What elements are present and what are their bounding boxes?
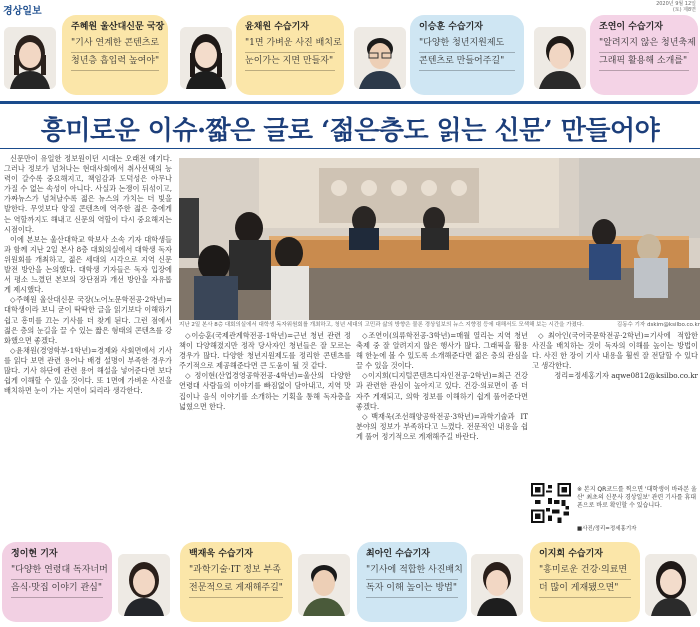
reporter-quote	[245, 35, 342, 71]
quote-line: 독자 이해 높이는 방법"	[366, 580, 458, 598]
quote-line: "기사에 적합한 사진배치	[366, 562, 458, 580]
article-paragraph: ◇이지희(디지털콘텐츠디자인전공·2학년)=최근 건강과 관련한 관심이 높아지고 있다. 건강·의료면이 좀 더 자주 게재되고, 의학 정보를 이해하기 쉽게 풀어준다면 좋겠다.	[356, 371, 528, 411]
photo-caption	[179, 321, 700, 329]
reporter-photo	[471, 554, 523, 616]
reporter-card	[0, 13, 170, 97]
reporter-name: 주혜원 울산대신문 국장	[71, 22, 165, 32]
reporter-photo	[4, 27, 56, 89]
quote-line: "다양한 청년지원제도	[419, 35, 515, 53]
reporter-photo	[298, 554, 350, 616]
quote-line: "기사 연계한 콘텐츠로	[71, 35, 159, 53]
caption-text: 지난 2일 본사 8층 대회의실에서 대학생 독자위원회를 개최하고, 청년 세대의 고민과 삶의 방향은 물론 경상일보의 뉴스 지향점 등에 대해서도 모색해 보는 시간을 가졌다.	[179, 322, 584, 328]
qr-code-icon[interactable]	[531, 483, 571, 523]
article-paragraph: ◇주혜원 울산대신문 국장(노어노문학전공·2학년)=대학생이라 보니 굳이 딱딱한 글을 읽기보다 이해하기 쉽고 흥미를 끄는 기사를 더 찾게 된다. 그런 점에서 젊은 층의 눈길을 끌 수 있는 짧은 형태의 콘텐츠를 강화했으면 좋겠다.	[4, 295, 172, 345]
quote-line: 전문적으로 게재해주길"	[189, 580, 283, 598]
reporter-photo	[180, 27, 232, 89]
quote-line: "흥미로운 건강·의료면	[539, 562, 631, 580]
reporter-card	[350, 13, 525, 97]
article-paragraph: ◇조연이(의류학전공·3학년)=매월 열리는 지역 청년축제 중 잘 알려지지 않은 행사가 많다. 그래픽을 활용해 한눈에 볼 수 있도록 소개해준다면 젊은 층의 관심을 끌 수 있을 것이다.	[356, 331, 528, 371]
page-headline: 흥미로운 이슈·짧은 글로 ‘젊은층도 읽는 신문’ 만들어야	[40, 116, 660, 146]
reporter-quote	[189, 562, 283, 598]
reporter-quote	[419, 35, 515, 71]
article-paragraph: ◇백재욱(조선해양공학전공·3학년)=과학기술과 IT 분야의 정보가 부족하다고 느꼈다. 전문적인 내용을 쉽게 풀어 정기적으로 게재해주길 바란다.	[356, 411, 528, 441]
quote-bubble	[2, 542, 112, 622]
dateline-page: (토) 제8면	[672, 7, 696, 13]
quote-line: 눈이가는 지면 만들자"	[245, 53, 335, 71]
reporter-card	[528, 540, 700, 624]
quote-line: 음식·맛집 이야기 관심"	[11, 580, 103, 598]
reporter-quote	[599, 35, 696, 71]
reporter-name: 정이현 기자	[11, 549, 58, 559]
reporter-photo	[354, 27, 406, 89]
quote-bubble	[357, 542, 467, 622]
reporter-name: 백재욱 수습기자	[189, 549, 253, 559]
quote-line: 더 많이 게재됐으면"	[539, 580, 631, 598]
meeting-photo	[179, 158, 700, 320]
quote-bubble	[180, 542, 292, 622]
quote-bubble	[62, 15, 168, 95]
quote-line: 그래픽 활용해 소개를"	[599, 53, 689, 71]
reporter-quote	[71, 35, 159, 71]
quote-line: "과학기술·IT 정보 부족	[189, 562, 283, 580]
quote-bubble	[590, 15, 698, 95]
article-paragraph: ◇최아인(국어국문학전공·2학년)=기사에 적합한 사진을 배치하는 것이 독자의 이해를 높이는 방법이다. 사진 한 장이 기사 내용을 훨씬 잘 전달할 수 있다고 생각한다.	[532, 331, 698, 371]
quote-line: 청년층 흡입력 높여야"	[71, 53, 159, 71]
quote-bubble	[236, 15, 344, 95]
reporter-card	[530, 13, 700, 97]
top-reporter-strip	[0, 10, 700, 102]
dateline-date: 2020년 9월 12일	[656, 1, 696, 7]
article-paragraph: ◇정이현(산업경영공학전공·4학년)=울산의 다양한 연령대 사람들의 이야기를 빠짐없이 담아내고, 지역 맛집이나 음식 이야기를 소개하는 기획을 통해 독자층을 넓혔으면 한다.	[179, 371, 351, 411]
byline: 정리=정세홍기자 aqwe0812@ksilbo.co.kr	[554, 371, 698, 381]
promo-credit: ■사진/정리=정세홍기자	[577, 526, 637, 532]
qr-promo-text: ※ 본지 QR코드를 찍으면 '대학생이 바라본 울산' 최초의 신문사 경상일보' 관련 기사를 휴대폰으로 바로 확인할 수 있습니다.	[577, 486, 697, 509]
bottom-reporter-strip	[0, 537, 700, 627]
reporter-card	[176, 13, 346, 97]
quote-bubble	[530, 542, 640, 622]
article-paragraph: 이에 본보는 울산대학교 학보사 소속 기자 대학생들과 함께 지난 2일 본사 8층 대회의실에서 대학생 독자위원회를 개최하고, 젊은 세대의 시각으로 지역 신문 발전 방안을 논의했다. 대학생 기자들은 독자 입장에서 평소 느꼈던 본보의 장단점과 개선 방안을 자유롭게 제시했다.	[4, 234, 172, 295]
reporter-card	[0, 540, 178, 624]
masthead-logo: 경상일보	[3, 6, 42, 17]
quote-line: "1면 가벼운 사진 배치로	[245, 35, 335, 53]
article-column-1	[4, 154, 172, 535]
article-paragraph: ◇윤채원(경영학부·1학년)=경제와 사회면에서 기사를 읽다 보면 관련 용어나 배경 설명이 부족한 경우가 많다. 기사 하단에 관련 용어 해설을 넣어준다면 보다 쉽게 이해할 수 있을 것이다. 또 1면에 가벼운 사진을 배치하면 눈이 가는 지면이 되리라 생각한다.	[4, 345, 172, 396]
quote-bubble	[410, 15, 524, 95]
reporter-photo	[534, 27, 586, 89]
reporter-quote	[366, 562, 463, 598]
photo-credit: 김동수 기자 dskim@ksilbo.co.kr	[616, 322, 700, 328]
reporter-name: 이승훈 수습기자	[419, 22, 483, 32]
reporter-name: 이지희 수습기자	[539, 549, 603, 559]
reporter-quote	[539, 562, 631, 598]
reporter-card	[355, 540, 525, 624]
reporter-name: 윤채원 수습기자	[245, 22, 309, 32]
article-column-3	[356, 331, 528, 536]
article-paragraph: ◇이승훈(국제관계학전공·1학년)=근년 청년 관련 정책이 다양해졌지만 정작 당사자인 청년들은 잘 모르는 경우가 많다. 다양한 청년지원제도를 정리한 콘텐츠를 주기적으로 제공해준다면 큰 도움이 될 것 같다.	[179, 331, 351, 371]
reporter-photo	[645, 554, 697, 616]
quote-line: "다양한 연령대 독자너머	[11, 562, 103, 580]
headline-rule-top	[0, 101, 700, 104]
reporter-name: 조연이 수습기자	[599, 22, 663, 32]
quote-line: "알려지지 않은 청년축제	[599, 35, 689, 53]
article-column-2	[179, 331, 351, 536]
reporter-name: 최아인 수습기자	[366, 549, 430, 559]
reporter-photo	[118, 554, 170, 616]
reporter-quote	[11, 562, 108, 598]
reporter-card	[178, 540, 353, 624]
article-column-4	[532, 331, 698, 471]
quote-line: 콘텐츠로 만들어주길"	[419, 53, 515, 71]
article-paragraph: 신문만이 유일한 정보원이던 시대는 오래전 얘기다. 그러나 정보가 넘쳐나는 현대사회에서 취사선택의 능력이 갈수록 중요해지고, 책임감과 도덕성은 아무나 가질 수 없는 속성이 아니다. 사실과 논쟁이 뒤섞이고, 가짜뉴스가 넘쳐날수록 젊은 뉴스의 가치는 더 빛을 발한다. 무엇보다 양질 콘텐츠에 역주한 젊은 층에게는 역할까지도 해내고 신문의 역할이 다시 중요해지는 시점이다.	[4, 154, 172, 234]
headline-rule-bottom	[0, 148, 700, 149]
